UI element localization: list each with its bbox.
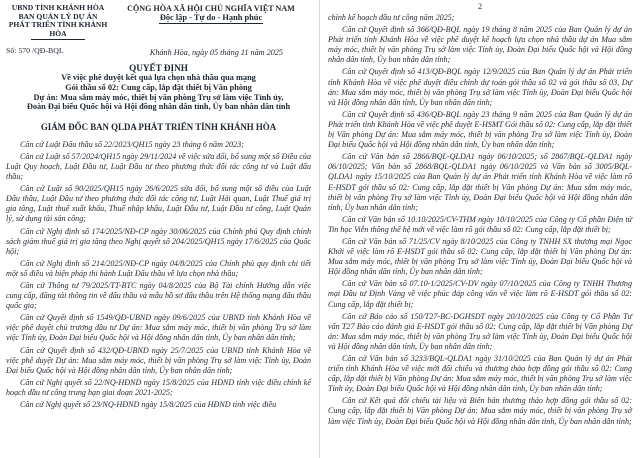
legal-basis-paragraph: Căn cứ Nghị quyết số 23/NQ-HĐND ngày 15/8/2025 của HĐND tỉnh việc điều: [20, 400, 277, 409]
legal-basis-paragraph: Căn cứ Luật Đấu thầu số 22/2023/QH15 ngày 23 tháng 6 năm 2023;: [20, 139, 244, 149]
legal-basis-paragraph: Căn cứ Văn bản số 2866/BQL-QLDA1 ngày 06/10/2025; số 2867/BQL-QLDA1 ngày 06/10/2025; Văn bản số 2868/BQL-QLDA1 ngày 06/10/2025 và Văn bản số 3005/BQL-QLDA1 ngày 15/10/2025 của Ban Quản lý dự án Phát triển tỉnh Khánh Hòa về việc làm rõ E-HSDT gói thầu số 02: Cung cấp, lắp đặt thiết bị Văn phòng Dự án: Mua sắm máy móc, thiết bị văn phòng Trụ sở làm việc Tỉnh ủy, Đoàn Đại biểu Quốc hội và Hội đồng nhân dân tỉnh, Ủy ban nhân dân tỉnh;: [328, 152, 632, 212]
legal-basis-paragraph: Căn cứ Nghị định số 214/2025/NĐ-CP ngày 04/8/2025 của Chính phủ quy định chi tiết một số điều và biện pháp thi hành Luật Đấu thầu về lựa chọn nhà thầu;: [6, 258, 311, 278]
legal-basis-paragraph: Căn cứ Thông tư 79/2025/TT-BTC ngày 04/8/2025 của Bộ Tài chính Hướng dẫn việc cung cấp, đăng tải thông tin về đấu thầu và mẫu hồ sơ đấu thầu trên Hệ thống mạng đấu thầu quốc gia;: [6, 280, 311, 311]
agency-line: BAN QUẢN LÝ DỰ ÁN: [18, 11, 98, 21]
legal-basis-paragraph: Căn cứ Quyết định số 432/QĐ-UBND ngày 25/7/2025 của UBND tỉnh Khánh Hòa về việc phê duyệt Dự án: Mua sắm máy móc, thiết bị văn phòng Trụ sở làm việc Tỉnh ủy, Đoàn Đại biểu Quốc hội và Hội đồng nhân dân tỉnh, Ủy ban nhân dân tỉnh;: [6, 345, 311, 375]
agency-line: UBND TỈNH KHÁNH HÒA: [11, 3, 105, 12]
national-heading: [111, 4, 311, 40]
legal-basis-paragraph: Căn cứ Văn bản số 3233/BQL-QLDA1 ngày 31/10/2025 của Ban Quản lý dự án Phát triển tỉnh Khánh Hòa về việc mời đối chiếu và thương thảo hợp đồng gói thầu số 02: Cung cấp, lắp đặt thiết bị Văn phòng Dự án: Mua sắm máy móc, thiết bị văn phòng Trụ sở làm việc Tỉnh ủy, Đoàn Đại biểu Quốc hội và Hội đồng nhân dân tỉnh, Ủy ban nhân dân tỉnh;: [328, 354, 632, 394]
legal-basis-paragraph: Căn cứ Kết quả đối chiếu tài liệu và Biên bản thương thảo hợp đồng gói thầu số 02: Cung cấp, lắp đặt thiết bị Văn phòng Dự án: Mua sắm máy móc, thiết bị văn phòng Trụ sở làm việc Tỉnh ủy, Đoàn Đại biểu Quốc hội và Hội đồng nhân dân tỉnh, Ủy ban nhân dân tỉnh;: [328, 396, 632, 426]
legal-basis-paragraph: Căn cứ Quyết định số 1549/QĐ-UBND ngày 09/6/2025 của UBND tỉnh Khánh Hòa về việc phê duyệt chủ trương đầu tư Dự án: Mua sắm máy móc, thiết bị văn phòng Trụ sở làm việc Tỉnh ủy, Đoàn Đại biểu Quốc hội và Hội đồng nhân dân tỉnh, Ủy ban nhân dân tỉnh;: [6, 313, 311, 343]
legal-basis-paragraph: Căn cứ Nghị định số 174/2025/NĐ-CP ngày 30/06/2025 của Chính phủ Quy định chính sách giảm thuế giá trị gia tăng theo Nghị quyết số 204/2025/QH15 ngày 17/6/2025 của Quốc hội;: [6, 226, 311, 256]
document-subject: [6, 73, 311, 111]
subject-line: Gói thầu số 02: Cung cấp, lắp đặt thiết bị Văn phòng: [65, 82, 252, 92]
legal-basis-paragraph: Căn cứ Văn bản số 71/25/CV ngày 8/10/2025 của Công ty TNHH SX thương mại Ngọc Khởi về việc làm rõ E-HSDT gói thầu số 02: Cung cấp, lắp đặt thiết bị Văn phòng Dự án: Mua sắm máy móc, thiết bị văn phòng Trụ sở làm việc Tỉnh ủy, Đoàn Đại biểu Quốc hội và Hội đồng nhân dân tỉnh, Ủy ban nhân dân tỉnh;: [328, 236, 632, 277]
motto-underline: [159, 23, 263, 24]
legal-basis-paragraph: Căn cứ Quyết định số 413/QĐ-BQL ngày 12/9/2025 của Ban Quản lý dự án Phát triển tỉnh Khánh Hòa về việc phê duyệt điều chỉnh dự toán gói thầu số 02 và gói thầu số 03, Dự án: Mua sắm máy móc, thiết bị văn phòng Trụ sở làm việc Tỉnh ủy, Đoàn Đại biểu Quốc hội và Hội đồng nhân dân tỉnh, Ủy ban nhân dân tỉnh;: [328, 67, 632, 107]
legal-basis-paragraph: chỉnh kế hoạch đầu tư công năm 2025;: [328, 13, 455, 22]
page2-body: [328, 13, 632, 427]
national-motto: Độc lập - Tự do - Hạnh phúc: [159, 13, 263, 22]
legal-basis-paragraph: Căn cứ Quyết định số 366/QĐ-BQL ngày 19 tháng 8 năm 2025 của Ban Quản lý dự án Phát triển tỉnh Khánh Hòa về việc phê duyệt kế hoạch lựa chọn nhà thầu dự án Mua sắm máy móc, thiết bị văn phòng Trụ sở làm việc Tỉnh ủy, Đoàn Đại biểu Quốc hội và Hội đồng nhân dân tỉnh, Ủy ban nhân dân tỉnh;: [328, 25, 632, 65]
legal-basis-paragraph: Căn cứ Văn bản số 07.10-1/2025/CV-DV ngày 07/10/2025 của Công ty TNHH Thương mại Đầu tư Định Vàng về việc phúc đáp công văn về việc làm rõ E-HSDT gói thầu số 02: Cung cấp, lắp đặt thiết bị;: [328, 279, 632, 309]
issuing-agency: [6, 4, 110, 40]
document-number: Số: 570 /QĐ-BQL: [6, 46, 64, 56]
legal-basis-paragraph: Căn cứ Nghị quyết số 22/NQ-HĐND ngày 15/8/2025 của HĐND tỉnh việc điều chỉnh kế hoạch đầu tư công trung hạn giai đoạn 2021-2025;: [6, 377, 311, 397]
document-header: [6, 4, 311, 40]
page1-body: [6, 140, 311, 410]
agency-line: PHÁT TRIỂN TỈNH KHÁNH HÒA: [8, 20, 108, 38]
issuing-authority-heading: GIÁM ĐỐC BAN QLDA PHÁT TRIỂN TỈNH KHÁNH HÒA: [40, 121, 277, 132]
subject-line: Về việc phê duyệt kết quả lựa chọn nhà thầu qua mạng: [61, 73, 256, 83]
legal-basis-paragraph: Căn cứ Quyết định số 436/QĐ-BQL ngày 23 tháng 9 năm 2025 của Ban Quản lý dự án Phát triển tỉnh Khánh Hòa về việc phê duyệt E-HSMT Gói thầu số 02: Cung cấp, lắp đặt thiết bị Văn phòng Dự án: Mua sắm máy móc, thiết bị văn phòng Trụ sở làm việc Tỉnh ủy, Đoàn Đại biểu Quốc hội và Hội đồng nhân dân tỉnh, Ủy ban nhân dân tỉnh;: [328, 109, 632, 150]
nation-name: CỘNG HÒA XÃ HỘI CHỦ NGHĨA VIỆT NAM: [127, 4, 295, 13]
agency-underline: [31, 39, 85, 40]
subject-line: Đoàn Đại biểu Quốc hội và Hội đồng nhân dân tỉnh, Ủy ban nhân dân tỉnh: [26, 102, 291, 112]
document-title: QUYẾT ĐỊNH: [129, 63, 188, 74]
legal-basis-paragraph: Căn cứ Báo cáo số 150/T27-BC-DGHSDT ngày 20/10/2025 của Công ty Cổ Phần Tư vấn T27 Báo cáo đánh giá E-HSDT gói thầu số 02: Cung cấp, lắp đặt thiết bị Văn phòng Dự án: Mua sắm máy móc, thiết bị văn phòng Trụ sở làm việc Tỉnh ủy, Đoàn Đại biểu Quốc hội và Hội đồng nhân dân tỉnh, Ủy ban nhân dân tỉnh;: [328, 311, 632, 351]
legal-basis-paragraph: Căn cứ Luật số 57/2024/QH15 ngày 29/11/2024 về việc sửa đổi, bổ sung một số Điều của Luật Quy hoạch, Luật Đầu tư, Luật Đầu tư theo phương thức đối tác công tư và Luật đấu thầu;: [6, 151, 311, 182]
place-and-date: Khánh Hòa, ngày 05 tháng 11 năm 2025: [149, 48, 283, 58]
legal-basis-paragraph: Căn cứ Văn bản số 10.10/2025/CV-THM ngày 10/10/2025 của Công ty Cổ phần Điện tử Tin học Viễn thông thế hệ mới về việc làm rõ gói thầu số 02: Cung cấp, lắp đặt thiết bị;: [328, 214, 632, 234]
subject-line: Dự án: Mua sắm máy móc, thiết bị văn phòng Trụ sở làm việc Tỉnh ủy,: [33, 92, 284, 102]
document-page-2: [321, 0, 640, 458]
page-number: 2: [477, 2, 483, 11]
legal-basis-paragraph: Căn cứ Luật số 90/2025/QH15 ngày 26/6/2025 sửa đổi, bổ sung một số điều của Luật Đấu thầu, Luật Đầu tư theo phương thức đối tác công tư, Luật Hải quan, Luật Thuế giá trị gia tăng, Luật thuế xuất khẩu, Thuế nhập khẩu, Luật Đầu tư, Luật Đầu tư công, Luật Quản lý, sử dụng tài sản công;: [6, 184, 311, 224]
